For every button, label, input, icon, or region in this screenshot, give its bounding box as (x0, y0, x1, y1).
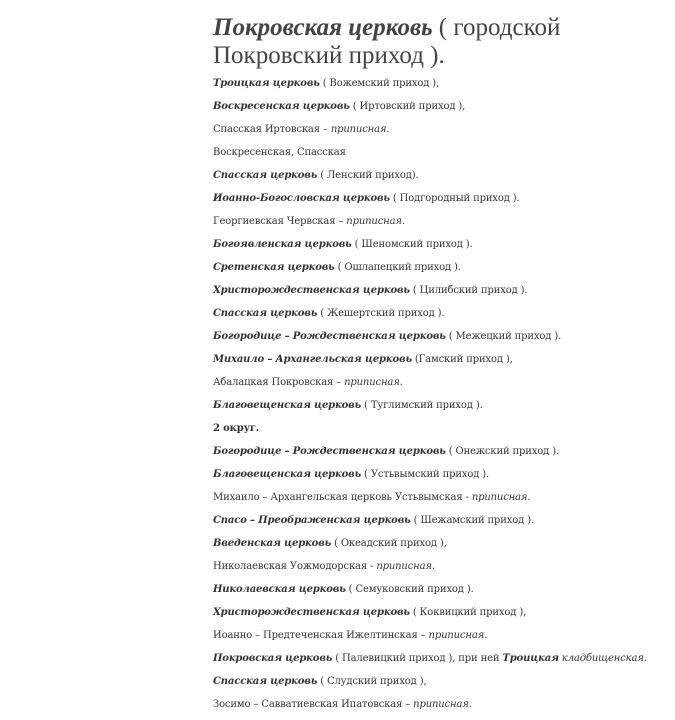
list-item (213, 123, 663, 137)
title-parish: ( городской Покровский приход ). (213, 14, 561, 69)
list-item (213, 353, 663, 367)
item-text: Георгиевская Червская – (213, 216, 347, 227)
church-name: Михаило – Архангельская церковь (213, 354, 412, 365)
list-item (213, 445, 663, 459)
item-text: . (431, 561, 435, 572)
list-item (213, 77, 663, 91)
item-text: ( Коквицкий приход ), (409, 607, 527, 618)
page-title (213, 14, 663, 70)
item-text: ( Подгородный приход ). (389, 193, 520, 204)
church-name: Спасская церковь (213, 170, 318, 181)
item-text: ( Вожемский приход ), (319, 78, 440, 89)
note-text: кладбищенская (558, 653, 644, 664)
item-text: . (468, 699, 472, 710)
church-name: Сретенская церковь (213, 262, 335, 273)
item-text: Иоанно – Предтеченская Ижелтинская – (213, 630, 429, 641)
list-item (213, 468, 663, 482)
list-item (213, 192, 663, 206)
church-name: Троицкая церковь (213, 78, 320, 89)
list-item (213, 514, 663, 528)
church-name: Благовещенская церковь (213, 469, 362, 480)
note-text: приписная (330, 124, 387, 135)
list-item (213, 491, 663, 505)
document-body (213, 14, 663, 720)
church-name: Спасская церковь (213, 676, 318, 687)
list-item (213, 169, 663, 183)
item-text: ( Ленский приход). (317, 170, 419, 181)
item-text: . (399, 377, 403, 388)
item-text: Зосимо – Савватиевская Ипатовская – (213, 699, 414, 710)
list-item (213, 698, 663, 712)
church-name: Богородице – Рождественская церковь (213, 446, 446, 457)
item-text: ( Ошлапецкий приход ). (334, 262, 461, 273)
church-name: Христорождественская церковь (213, 285, 410, 296)
list-item (213, 422, 663, 436)
list-item (213, 399, 663, 413)
section-heading: 2 округ. (213, 423, 260, 434)
note-text: приписная (413, 699, 469, 710)
item-text: Спасская Иртовская – (213, 124, 331, 135)
church-name: Иоанно-Богословская церковь (213, 193, 390, 204)
item-text: . (401, 216, 405, 227)
list-item (213, 675, 663, 689)
church-name: Введенская церковь (213, 538, 332, 549)
item-text: Воскресенская, Спасская (213, 147, 346, 158)
church-name: Богородице – Рождественская церковь (213, 331, 446, 342)
item-text: . (643, 653, 647, 664)
item-text: Николаевская Уожмодорская - (213, 561, 377, 572)
church-name: Спасская церковь (213, 308, 318, 319)
list-item (213, 100, 663, 114)
church-name: Богоявленская церковь (213, 239, 352, 250)
list-item (213, 537, 663, 551)
list-item (213, 376, 663, 390)
item-text: ( Онежский приход ). (445, 446, 559, 457)
list-item (213, 215, 663, 229)
list-item (213, 330, 663, 344)
church-name: Христорождественская церковь (213, 607, 410, 618)
item-text: ( Туглимский приход ). (361, 400, 483, 411)
item-text: ( Жешертский приход ). (317, 308, 445, 319)
item-text: Михаило – Архангельская церковь Устьвымская - (213, 492, 472, 503)
church-name: Троицкая (502, 653, 559, 664)
list-item (213, 606, 663, 620)
item-text: ( Семуковский приход ). (345, 584, 474, 595)
note-text: приписная (428, 630, 485, 641)
church-name: Воскресенская церковь (213, 101, 350, 112)
item-text: Абалацкая Покровская – (213, 377, 345, 388)
church-name: Покровская церковь (213, 653, 333, 664)
item-text: ( Цилибский приход ). (409, 285, 528, 296)
item-text: (Гамский приход ), (411, 354, 513, 365)
item-text: ( Шеномский приход ). (351, 239, 473, 250)
item-text: ( Океадский приход ), (331, 538, 447, 549)
list-item (213, 583, 663, 597)
church-list (213, 77, 663, 712)
item-text: ( Шежамский приход ). (410, 515, 534, 526)
note-text: приписная (346, 216, 402, 227)
item-text: ( Иртовский приход ), (349, 101, 466, 112)
list-item (213, 238, 663, 252)
note-text: приписная (344, 377, 400, 388)
item-text: ( Межецкий приход ). (445, 331, 562, 342)
title-church-name: Покровская церковь (213, 14, 433, 41)
church-name: Благовещенская церковь (213, 400, 362, 411)
item-text: . (484, 630, 488, 641)
item-text: . (527, 492, 531, 503)
list-item (213, 146, 663, 160)
item-text: ( Устьвымский приход ). (361, 469, 490, 480)
church-name: Николаевская церковь (213, 584, 346, 595)
item-text: ( Палевицкий приход ), при ней (332, 653, 503, 664)
note-text: приписная (471, 492, 528, 503)
note-text: приписная (376, 561, 432, 572)
list-item (213, 261, 663, 275)
item-text: ( Слудский приход ), (317, 676, 427, 687)
list-item (213, 629, 663, 643)
list-item (213, 560, 663, 574)
list-item (213, 307, 663, 321)
list-item (213, 284, 663, 298)
list-item (213, 652, 663, 666)
item-text: . (386, 124, 390, 135)
church-name: Спасо – Преображенская церковь (213, 515, 411, 526)
